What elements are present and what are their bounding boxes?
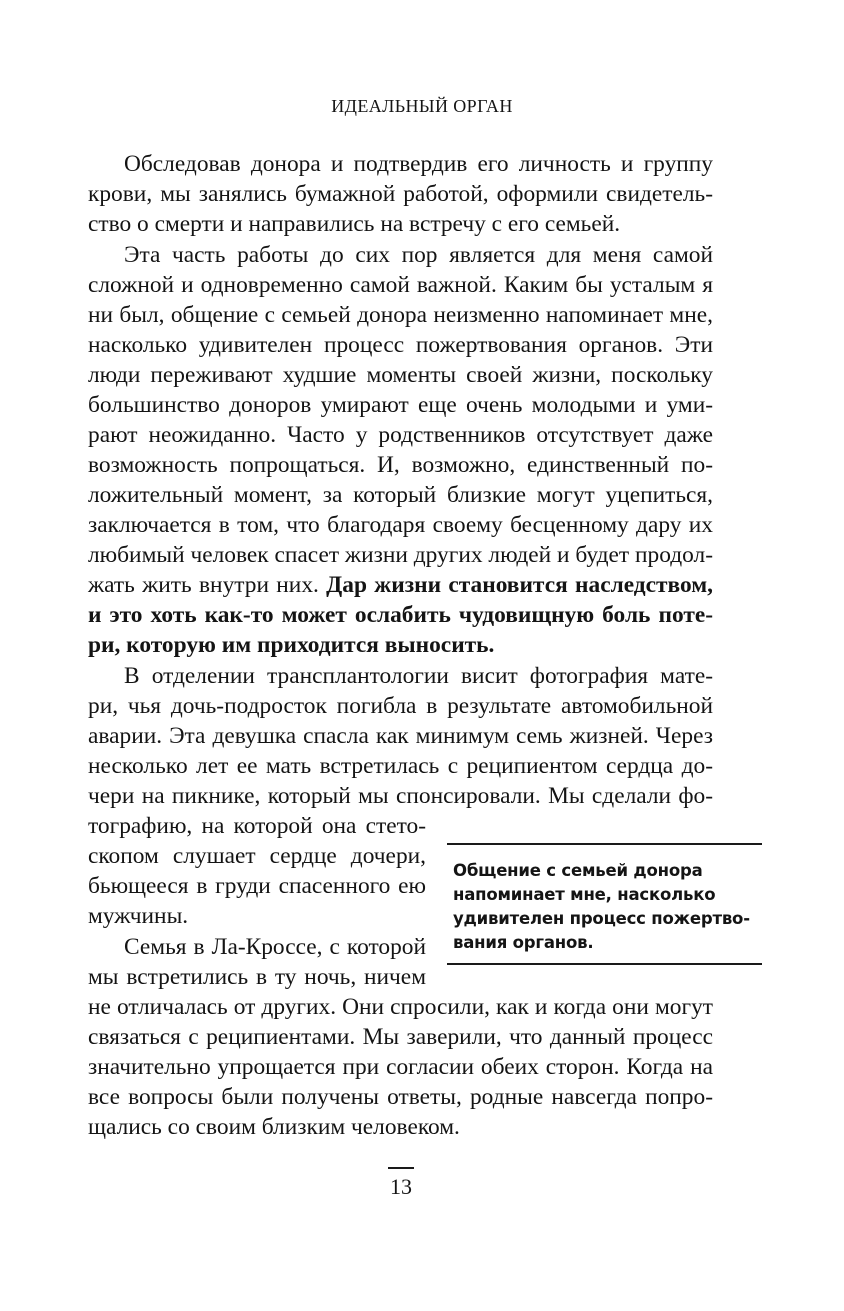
text-line: ни был, общение с семьей донора неизменно напоминает мне, [88,302,713,328]
text-line: насколько удивителен процесс пожертвования органов. Эти [88,332,713,358]
text-line: щались со своим близким человеком. [88,1114,460,1140]
page-number-rule [388,1167,414,1169]
bold-text-line [88,600,713,630]
text-line: В отделении трансплантологии висит фотография мате- [124,663,713,689]
text-line: бьющееся в груди спасенного ею [88,873,426,899]
text-line: мы встретились в ту ночь, ничем [88,964,426,990]
bold-span: и это хоть как-то может ослабить чудовищную боль поте- [88,602,713,628]
pull-quote [447,843,762,965]
text-line: Эта часть работы до сих пор является для меня самой [124,242,713,268]
text-line: крови, мы занялись бумажной работой, оформили свидетель- [88,181,713,207]
text-line: Обследовав донора и подтвердив его личность и группу [124,151,713,177]
pull-quote-line: Общение с семьей донора [453,861,703,880]
text-line-mixed [88,570,713,600]
pull-quote-line: удивителен процесс пожертво- [453,909,750,928]
text-line: ложительный момент, за который близкие могут уцепиться, [88,482,713,508]
pull-quote-line: вания органов. [453,933,594,952]
text-line: большинство доноров умирают еще очень молодыми и уми- [88,392,713,418]
page-number: 13 [390,1174,412,1199]
text-span: жать жить внутри них. [88,572,327,598]
text-line: не отличалась от других. Они спросили, как и когда они могут [88,994,713,1020]
pull-quote-line: напоминает мне, насколько [453,885,716,904]
bold-text-line [88,630,713,660]
text-line: чери на пикнике, который мы спонсировали. Мы сделали фо- [88,783,713,809]
text-line: рают неожиданно. Часто у родственников отсутствует даже [88,422,713,448]
text-line: значительно упрощается при согласии обеих сторон. Когда на [88,1054,713,1080]
text-line: сложной и одновременно самой важной. Каким бы усталым я [88,272,713,298]
bold-span: ри, которую им приходится выносить. [88,632,495,658]
text-line: возможность попрощаться. И, возможно, единственный по- [88,452,713,478]
text-line: ри, чья дочь-подросток погибла в результате автомобильной [88,693,713,719]
text-line: скопом слушает сердце дочери, [88,843,426,869]
running-head: ИДЕАЛЬНЫЙ ОРГАН [331,96,513,116]
text-line: ство о смерти и направились на встречу с его семьей. [88,211,621,237]
text-line: связаться с реципиентами. Мы заверили, что данный процесс [88,1024,713,1050]
text-line: все вопросы были получены ответы, родные навсегда попро- [88,1084,713,1110]
text-line: мужчины. [88,903,189,929]
text-line: несколько лет ее мать встретилась с реципиентом сердца до- [88,753,713,779]
bold-span: Дар жизни становится наследством, [326,572,713,598]
text-line: Семья в Ла-Кроссе, с которой [124,934,426,960]
text-line: люди переживают худшие моменты своей жизни, поскольку [88,362,713,388]
text-line: тографию, на которой она стето- [88,813,426,839]
text-line: заключается в том, что благодаря своему бесценному дару их [88,512,713,538]
text-line: аварии. Эта девушка спасла как минимум семь жизней. Через [88,723,713,749]
text-line: любимый человек спасет жизни других людей и будет продол- [88,542,713,568]
